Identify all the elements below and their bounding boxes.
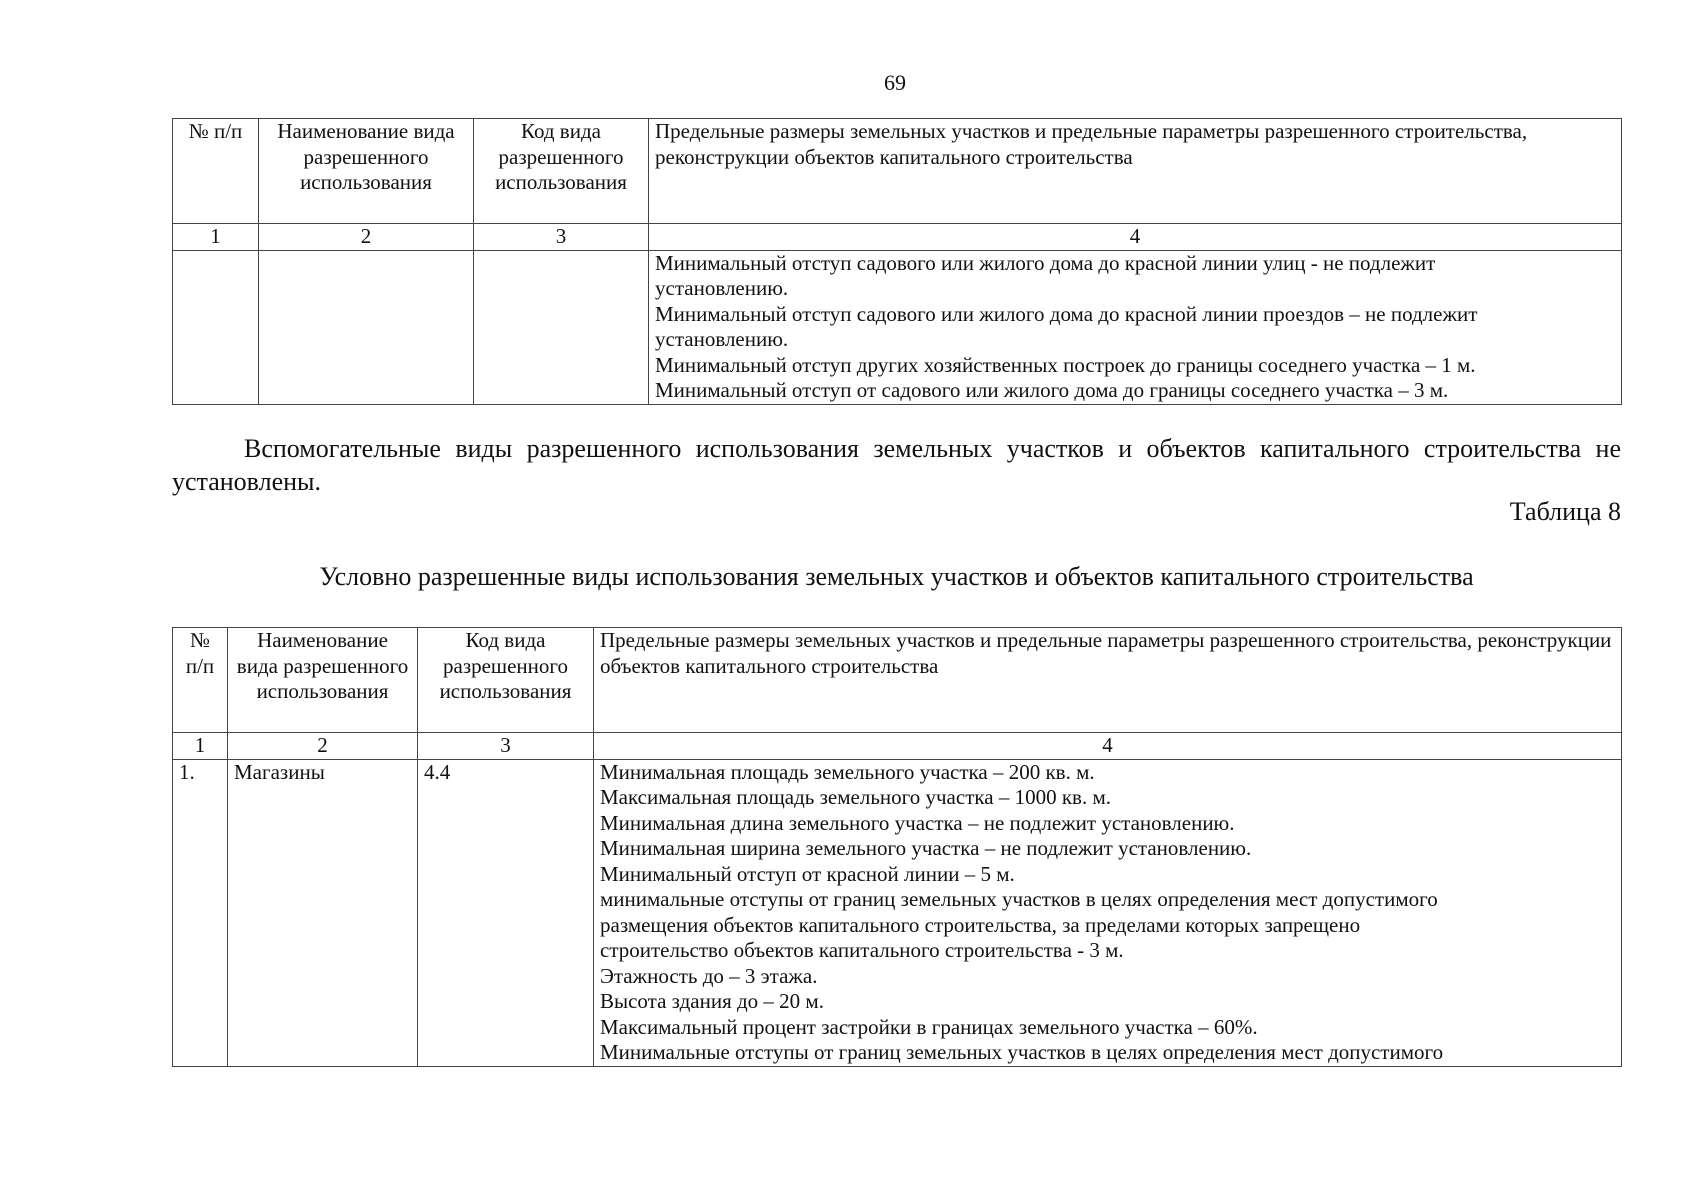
table-header-row <box>173 119 1622 224</box>
param-line: строительство объектов капитального строительства - 3 м. <box>600 938 1124 962</box>
col-number: 1 <box>173 224 259 251</box>
param-line: Максимальная площадь земельного участка – 1000 кв. м. <box>600 785 1111 809</box>
auxiliary-uses-paragraph: Вспомогательные виды разрешенного использования земельных участков и объектов капитального строительства не установлены. <box>172 434 1621 496</box>
row-num <box>173 250 259 404</box>
col-number: 4 <box>594 733 1622 760</box>
row-code <box>474 250 649 404</box>
header-name: Наименование вида разрешенного использования <box>228 628 418 733</box>
param-line: минимальные отступы от границ земельных участков в целях определения мест допустимого <box>600 887 1438 911</box>
param-line: Минимальные отступы от границ земельных участков в целях определения мест допустимого <box>600 1040 1444 1064</box>
param-line: Максимальный процент застройки в границах земельного участка – 60%. <box>600 1014 1258 1039</box>
row-code: 4.4 <box>418 759 594 1066</box>
table-col-numbers-row <box>173 733 1622 760</box>
table-title: Условно разрешенные виды использования земельных участков и объектов капитального строительства <box>319 562 1474 591</box>
param-line: Минимальная ширина земельного участка – не подлежит установлению. <box>600 836 1252 860</box>
param-line: Минимальный отступ от садового или жилого дома до границы соседнего участка – 3 м. <box>655 378 1449 402</box>
param-line: Минимальный отступ садового или жилого дома до красной линии проездов – не подлежит <box>655 301 1478 326</box>
col-number: 2 <box>228 733 418 760</box>
table-row <box>173 250 1622 404</box>
col-number: 3 <box>474 224 649 251</box>
param-line: Этажность до – 3 этажа. <box>600 963 818 988</box>
param-line: установлению. <box>655 276 789 300</box>
param-line: Минимальный отступ от красной линии – 5 м. <box>600 861 1015 886</box>
table-conditional-uses <box>172 627 1622 1067</box>
row-name: Магазины <box>228 759 418 1066</box>
param-line: размещения объектов капитального строительства, за пределами которых запрещено <box>600 912 1361 937</box>
table-continued <box>172 118 1622 405</box>
header-code: Код вида разрешенного использования <box>474 119 649 224</box>
page-number: 69 <box>884 70 906 95</box>
header-num: № п/п <box>173 628 228 733</box>
param-line: Минимальная длина земельного участка – не подлежит установлению. <box>600 810 1235 835</box>
param-line: Минимальный отступ других хозяйственных построек до границы соседнего участка – 1 м. <box>655 352 1476 377</box>
header-code: Код вида разрешенного использования <box>418 628 594 733</box>
header-params: Предельные размеры земельных участков и предельные параметры разрешенного строительства, реконструкции объектов капитального строительства <box>649 119 1622 224</box>
header-params: Предельные размеры земельных участков и предельные параметры разрешенного строительства, реконструкции объектов капитального строительства <box>594 628 1622 733</box>
table-label: Таблица 8 <box>1509 497 1621 526</box>
row-name <box>259 250 474 404</box>
param-line: Высота здания до – 20 м. <box>600 989 824 1013</box>
row-params <box>594 759 1622 1066</box>
param-line: Минимальный отступ садового или жилого дома до красной линии улиц - не подлежит <box>655 250 1436 275</box>
table-row <box>173 759 1622 1066</box>
table-header-row <box>173 628 1622 733</box>
col-number: 1 <box>173 733 228 760</box>
row-params <box>649 250 1622 404</box>
header-num: № п/п <box>173 119 259 224</box>
col-number: 3 <box>418 733 594 760</box>
col-number: 4 <box>649 224 1622 251</box>
param-line: Минимальная площадь земельного участка – 200 кв. м. <box>600 759 1095 784</box>
param-line: установлению. <box>655 327 789 351</box>
col-number: 2 <box>259 224 474 251</box>
row-num: 1. <box>173 759 228 1066</box>
table-col-numbers-row <box>173 224 1622 251</box>
header-name: Наименование вида разрешенного использования <box>259 119 474 224</box>
